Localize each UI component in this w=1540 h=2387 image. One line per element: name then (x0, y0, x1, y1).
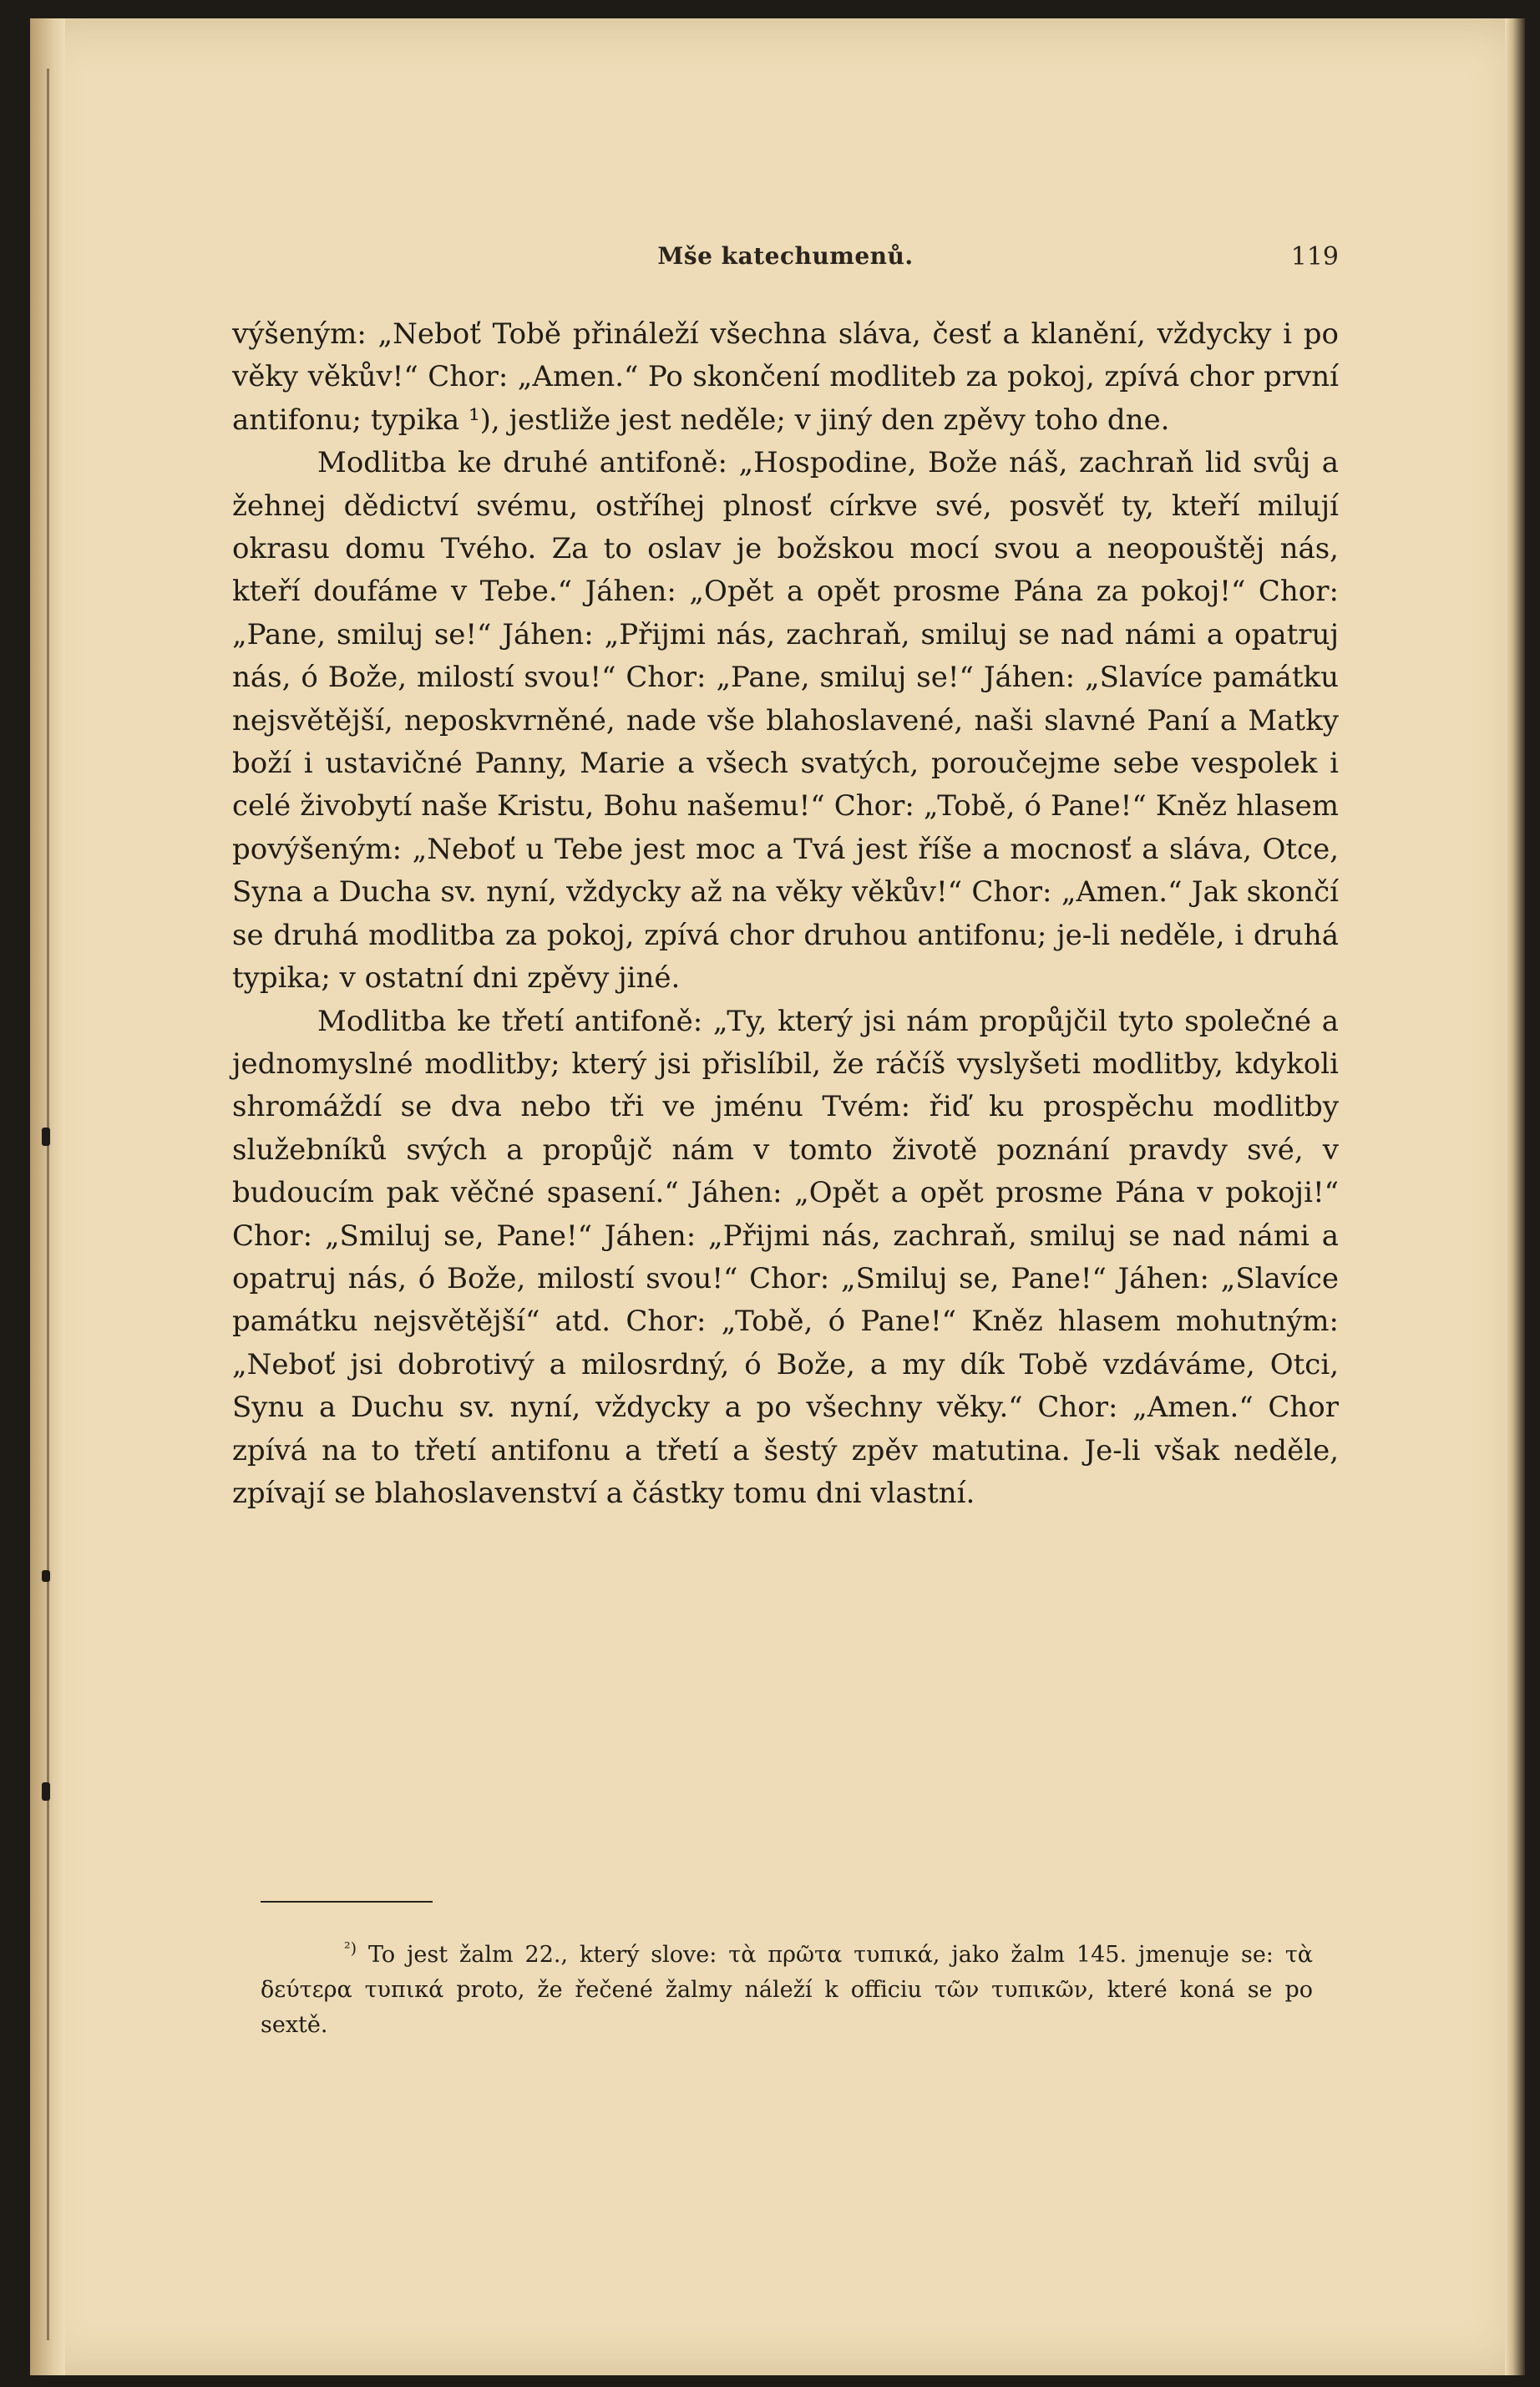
running-head: Mše katechumenů. (657, 242, 914, 270)
fold-line (47, 68, 49, 2340)
paragraph: výšeným: „Neboť Tobě přináleží všechna sláva, česť a klanění, vždycky i po věky věkův!“ Chor: „Amen.“ Po skončení modliteb za pokoj, zpívá chor první antifonu; typika ¹), jestliže jest neděle; v jiný den zpěvy toho dne. (232, 317, 1339, 437)
footnote-text: To jest žalm 22., který slove: τὰ πρῶτα τυπικά, jako žalm 145. jmenuje se: τὰ δεύτερα τυπικά proto, že řečené žalmy náleží k officiu τῶν τυπικῶν, které koná se po sextě. (261, 1942, 1313, 2038)
paragraph: Modlitba ke druhé antifoně: „Hospodine, Bože náš, zachraň lid svůj a žehnej dědictví svému, ostříhej plnosť církve své, posvěť ty, kteří milují okrasu domu Tvého. Za to oslav je božskou mocí svou a neopouštěj nás, kteří doufáme v Tebe.“ Jáhen: „Opět a opět prosme Pána za pokoj!“ Chor: „Pane, smiluj se!“ Jáhen: „Přijmi nás, zachraň, smiluj se nad námi a opatruj nás, ó Bože, milostí svou!“ Chor: „Pane, smiluj se!“ Jáhen: „Slavíce památku nejsvětější, neposkvrněné, nade vše blahoslavené, naši slavné Paní a Matky boží i ustavičné Panny, Marie a všech svatých, poroučejme sebe vespolek i celé živobytí naše Kristu, Bohu našemu!“ Chor: „Tobě, ó Pane!“ Kněz hlasem povýšeným: „Neboť u Tebe jest moc a Tvá jest říše a mocnosť a sláva, Otce, Syna a Ducha sv. nyní, vždycky až na věky věkův!“ Chor: „Amen.“ Jak skončí se druhá modlitba za pokoj, zpívá chor druhou antifonu; je-li neděle, i druhá typika; v ostatní dni zpěvy jiné. (232, 446, 1339, 996)
footnote (261, 1931, 1313, 2043)
margin-ink-mark (42, 1782, 50, 1801)
margin-ink-mark (42, 1128, 50, 1146)
paragraph: Modlitba ke třetí antifoně: „Ty, který jsi nám propůjčil tyto společné a jednomyslné modlitby; který jsi přislíbil, že ráčíš vyslyšeti modlitby, kdykoli shromáždí se dva nebo tři ve jménu Tvém: řiď ku prospěchu modlitby služebníků svých a propůjč nám v tomto životě poznání pravdy své, v budoucím pak věčné spasení.“ Jáhen: „Opět a opět prosme Pána v pokoji!“ Chor: „Smiluj se, Pane!“ Jáhen: „Přijmi nás, zachraň, smiluj se nad námi a opatruj nás, ó Bože, milostí svou!“ Chor: „Smiluj se, Pane!“ Jáhen: „Slavíce památku nejsvětější“ atd. Chor: „Tobě, ó Pane!“ Kněz hlasem mohutným: „Neboť jsi dobrotivý a milosrdný, ó Bože, a my dík Tobě vzdáváme, Otci, Synu a Duchu sv. nyní, vždycky a po všechny věky.“ Chor: „Amen.“ Chor zpívá na to třetí antifonu a třetí a šestý zpěv matutina. Je-li však neděle, zpívají se blahoslavenství a částky tomu dni vlastní. (232, 1004, 1339, 1510)
margin-ink-mark (42, 1570, 50, 1582)
body-text (232, 313, 1339, 1515)
footnote-mark: ²) (344, 1939, 357, 1958)
page-number: 119 (1290, 242, 1339, 271)
page-right-edge (1505, 18, 1525, 2375)
footnote-rule (261, 1901, 433, 1903)
page-header (232, 242, 1339, 276)
